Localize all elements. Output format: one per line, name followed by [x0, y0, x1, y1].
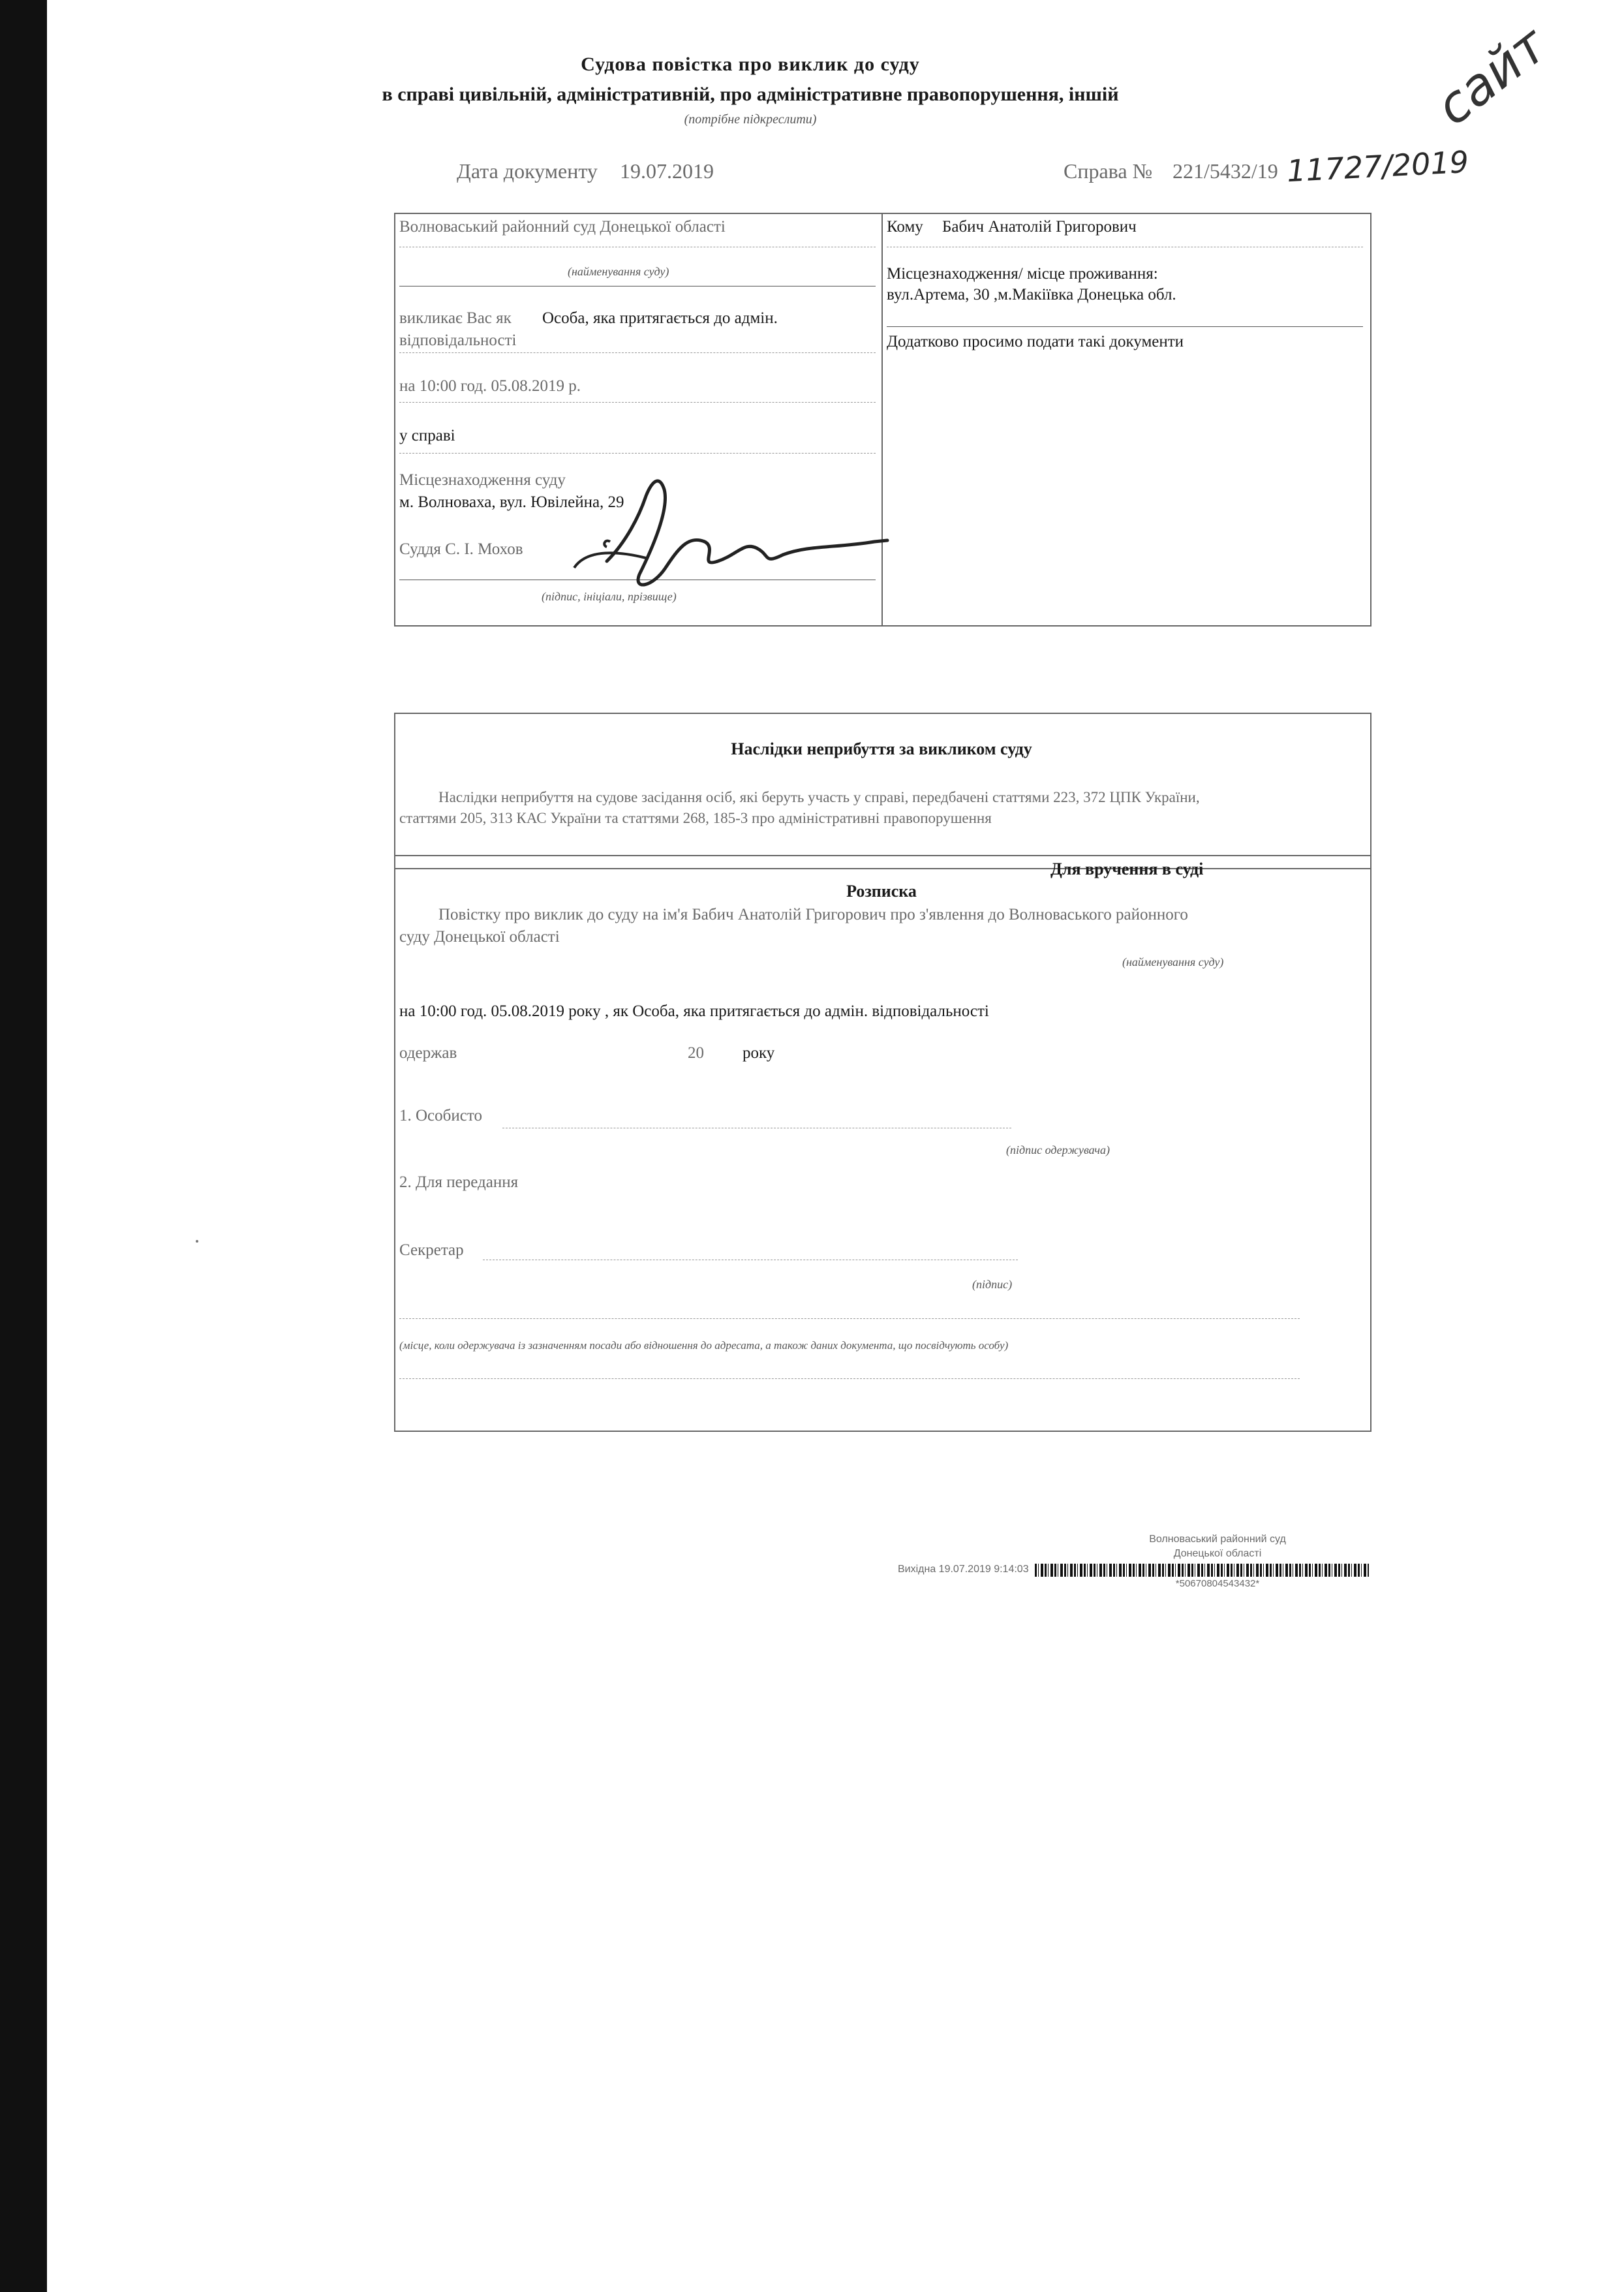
- footnote-line-2: [399, 1378, 1300, 1379]
- year-prefix: 20: [688, 1044, 704, 1062]
- scan-edge-shadow: [0, 0, 47, 2292]
- document-subtitle: в справі цивільній, адміністративній, про адміністративне правопорушення, іншій: [382, 84, 1119, 105]
- judge-signature: [548, 463, 900, 607]
- to-name: Бабич Анатолій Григорович: [942, 218, 1137, 236]
- signature-caption: (підпис, ініціали, прізвище): [542, 590, 677, 603]
- year-suffix: року: [743, 1044, 775, 1062]
- role-line: [399, 352, 876, 353]
- doc-date-label: Дата документу: [457, 159, 598, 183]
- document-title: Судова повістка про виклик до суду: [581, 54, 920, 75]
- address-line: [887, 326, 1363, 327]
- receipt-footnote: (місце, коли одержувача із зазначенням посади або відношення до адресата, а також даних документа, що посвідчують особу): [399, 1339, 1009, 1352]
- for-transfer-label: 2. Для передання: [399, 1173, 519, 1191]
- consequences-text-2: статтями 205, 313 КАС України та статтями 268, 185-3 про адміністративні правопорушення: [399, 810, 992, 826]
- scan-speck: [196, 1240, 198, 1243]
- footnote-line: [399, 1318, 1300, 1319]
- for-court-label: Для вручення в суді: [1050, 860, 1204, 878]
- stamp-court-line-2: Донецької області: [1173, 1548, 1262, 1559]
- handwritten-annotation: сайт: [1425, 16, 1558, 138]
- received-label: одержав: [399, 1044, 457, 1062]
- recipient-address: вул.Артема, 30 ,м.Макіївка Донецька обл.: [887, 286, 1176, 303]
- doc-date: 19.07.2019: [620, 159, 714, 183]
- secretary-label: Секретар: [399, 1241, 464, 1259]
- recipient-signature-caption: (підпис одержувача): [1006, 1143, 1110, 1156]
- secretary-signature-caption: (підпис): [972, 1278, 1013, 1291]
- to-label: Кому: [887, 218, 923, 236]
- receipt-title: Розписка: [846, 882, 917, 901]
- summons-as-value-2: відповідальності: [399, 332, 517, 349]
- receipt-text-2: суду Донецької області: [399, 928, 560, 946]
- hearing-time: на 10:00 год. 05.08.2019 р.: [399, 377, 581, 395]
- judge-name: Суддя С. І. Мохов: [399, 540, 523, 558]
- receipt-court-caption: (найменування суду): [1122, 955, 1224, 968]
- stamp-court-line-1: Волноваський районний суд: [1149, 1534, 1286, 1545]
- in-case-label: у справі: [399, 427, 455, 444]
- case-label: Справа №: [1064, 159, 1153, 183]
- court-name-caption: (найменування суду): [568, 265, 669, 278]
- time-line: [399, 402, 876, 403]
- barcode: [1035, 1564, 1369, 1577]
- consequences-text-1: Наслідки неприбуття на судове засідання осіб, які беруть участь у справі, передбачені статтями 223, 372 ЦПК України,: [438, 789, 1200, 805]
- court-location: м. Волноваха, вул. Ювілейна, 29: [399, 493, 624, 511]
- location-label: Місцезнаходження/ місце проживання:: [887, 265, 1158, 283]
- personally-label: 1. Особисто: [399, 1107, 482, 1124]
- underline-note: (потрібне підкреслити): [684, 112, 817, 127]
- barcode-number: *50670804543432*: [1175, 1578, 1260, 1589]
- handwritten-case-number: 11727/2019: [1285, 144, 1470, 189]
- court-name: Волноваський районний суд Донецької області: [399, 218, 726, 236]
- receipt-text-1: Повістку про виклик до суду на ім'я Бабич Анатолій Григорович про з'явлення до Волноваського районного: [438, 906, 1188, 923]
- court-location-label: Місцезнаходження суду: [399, 471, 566, 489]
- in-case-line: [399, 453, 876, 454]
- additional-docs: Додатково просимо подати такі документи: [887, 333, 1184, 350]
- receipt-time-line: на 10:00 год. 05.08.2019 року , як Особа, яка притягається до адмін. відповідальності: [399, 1002, 989, 1020]
- outgoing-stamp: Вихідна 19.07.2019 9:14:03: [898, 1564, 1029, 1575]
- consequences-heading: Наслідки неприбуття за викликом суду: [731, 739, 1032, 758]
- case-number: 221/5432/19: [1172, 159, 1278, 183]
- summons-as-value: Особа, яка притягається до адмін.: [542, 309, 778, 327]
- summons-as-label: викликає Вас як: [399, 309, 512, 327]
